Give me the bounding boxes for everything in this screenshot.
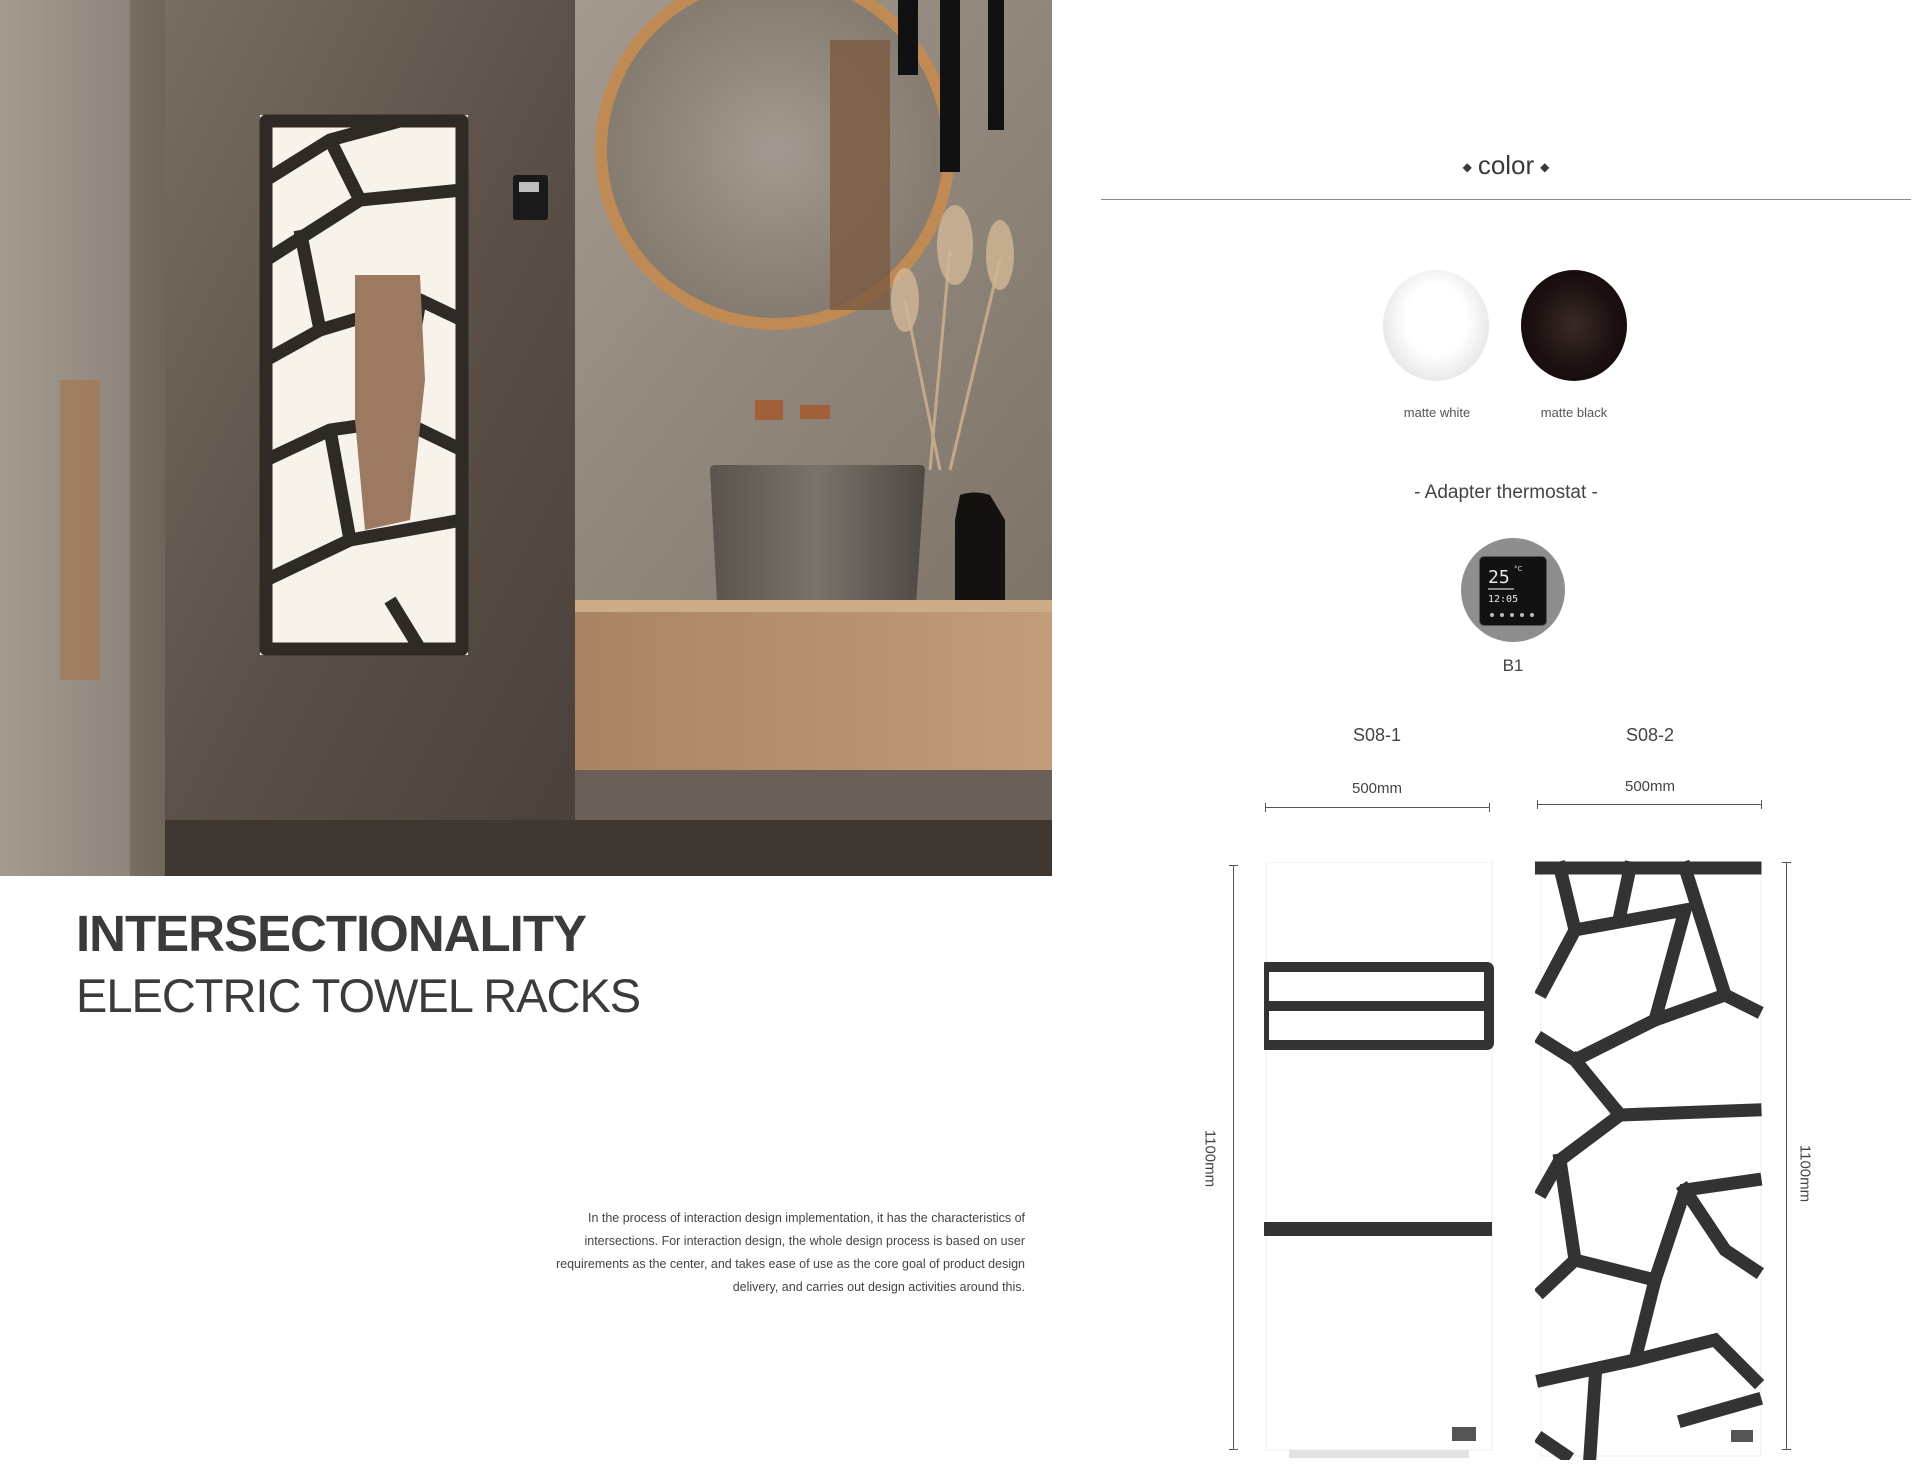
diamond-icon: ◆ bbox=[1462, 160, 1472, 175]
swatch-label-black: matte black bbox=[1540, 405, 1608, 420]
width-dimension-line-s08-2 bbox=[1537, 804, 1762, 805]
towel-rack-s08-1 bbox=[1264, 862, 1494, 1465]
towel-rack-s08-2 bbox=[1535, 860, 1765, 1465]
height-label-s08-1: 1100mm bbox=[1201, 1129, 1219, 1188]
thermostat-model: B1 bbox=[1502, 656, 1524, 675]
hero-photo bbox=[0, 0, 1052, 876]
product-subtitle: ELECTRIC TOWEL RACKS bbox=[76, 969, 641, 1022]
thermostat-time: 12:05 bbox=[1488, 594, 1519, 605]
section-divider bbox=[1101, 199, 1911, 200]
swatch-matte-white[interactable] bbox=[1383, 270, 1489, 381]
height-dimension-line-s08-2 bbox=[1786, 862, 1787, 1450]
model-label-s08-1: S08-1 bbox=[1352, 725, 1402, 745]
svg-text:°C: °C bbox=[1514, 565, 1523, 573]
swatch-matte-black[interactable] bbox=[1521, 270, 1627, 381]
width-label-s08-1: 500mm bbox=[1351, 780, 1403, 797]
thermostat-temp: 25 bbox=[1488, 567, 1510, 588]
color-heading bbox=[1100, 150, 1912, 181]
model-label-s08-2: S08-2 bbox=[1625, 725, 1675, 745]
thermostat-icon bbox=[1480, 557, 1546, 625]
thermostat-heading: - Adapter thermostat - bbox=[1414, 482, 1598, 503]
height-dimension-line-s08-1 bbox=[1233, 865, 1234, 1450]
product-description: In the process of interaction design implementation, it has the characteristics of intersections. For interaction design, the whole design process is based on user requirements as the center, and takes ease of use as the core goal of product design delivery, and carries out design activities around this. bbox=[555, 1211, 1025, 1294]
product-title: INTERSECTIONALITY bbox=[76, 905, 587, 962]
width-dimension-line-s08-1 bbox=[1265, 807, 1490, 808]
height-label-s08-2: 1100mm bbox=[1796, 1144, 1814, 1203]
swatch-label-white: matte white bbox=[1403, 405, 1471, 420]
width-label-s08-2: 500mm bbox=[1624, 778, 1676, 795]
bathroom-scene-image bbox=[0, 0, 1052, 876]
color-heading-text: color bbox=[1477, 150, 1535, 180]
diamond-icon: ◆ bbox=[1540, 160, 1550, 175]
